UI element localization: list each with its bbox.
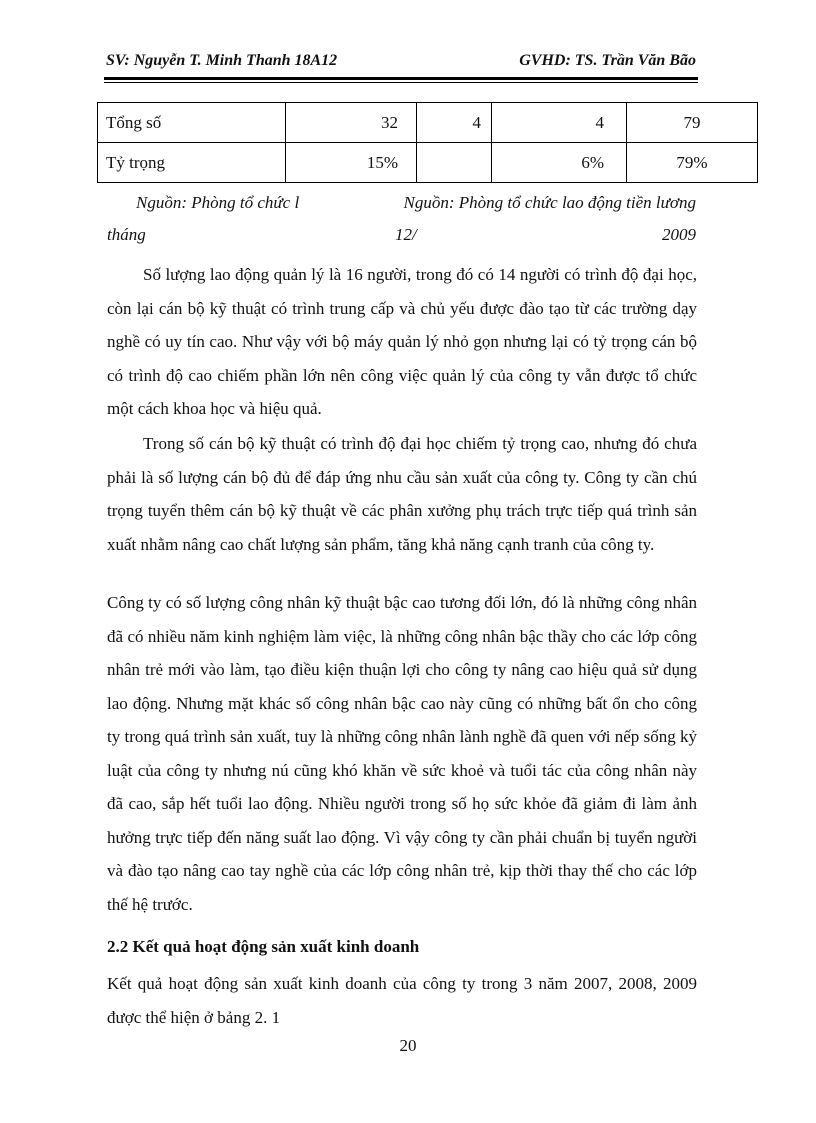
source-month: tháng: [107, 225, 146, 244]
labor-summary-table: [97, 102, 758, 183]
page-header: [104, 50, 696, 76]
table-cell: 79%: [627, 143, 758, 183]
table-cell: Tỷ trọng: [98, 143, 286, 183]
header-rule-thin: [104, 82, 698, 83]
source-note-right: Nguồn: Phòng tổ chức lao động tiền lương: [403, 193, 696, 212]
header-advisor: GVHD: TS. Trần Văn Bão: [519, 52, 696, 69]
table-row: [98, 103, 758, 143]
header-rule: [104, 77, 698, 80]
table-cell: 15%: [286, 143, 417, 183]
section-heading: 2.2 Kết quả hoạt động sản xuất kinh doanh: [107, 937, 420, 956]
source-note-left: Nguồn: Phòng tổ chức l: [136, 193, 300, 212]
source-date: 12/: [395, 225, 417, 244]
source-year: 2009: [662, 225, 696, 244]
page-number: 20: [399, 1036, 417, 1055]
table-cell: [417, 143, 492, 183]
paragraph-management: Số lượng lao động quản lý là 16 người, trong đó có 14 người có trình độ đại học, còn lại cán bộ kỹ thuật có trình trung cấp và chủ yếu được đào tạo từ các trường dạy nghề có uy tín cao. Như vậy với bộ máy quản lý nhỏ gọn nhưng lại có tỷ trọng cán bộ có trình độ cao chiếm phần lớn nên công việc quản lý của công ty vẫn được tổ chức một cách khoa học và hiệu quả.: [107, 265, 697, 418]
table-cell: 79: [627, 103, 758, 143]
paragraph-skilled-workers: Công ty có số lượng công nhân kỹ thuật bậc cao tương đối lớn, đó là những công nhân đã có nhiều năm kinh nghiệm làm việc, là những công nhân bậc thầy cho các lớp công nhân trẻ mới vào làm, tạo điều kiện thuận lợi cho công ty nâng cao hiệu quả sử dụng lao động. Nhưng mặt khác số công nhân bậc cao này cũng có những bất ổn cho công ty trong quá trình sản xuất, tuy là những công nhân lành nghề đã quen với nếp sống kỷ luật của công ty nhưng nú cũng khó khăn về sức khoẻ và tuổi tác của công nhân này đã cao, sắp hết tuổi lao động. Nhiều người trong số họ sức khỏe đã giảm đi làm ảnh hưởng trực tiếp đến năng suất lao động. Vì vậy công ty cần phải chuẩn bị tuyển người và đào tạo nâng cao tay nghề của các lớp công nhân trẻ, kịp thời thay thế cho các lớp thế hệ trước.: [107, 593, 697, 914]
paragraph-section-intro: Kết quả hoạt động sản xuất kinh doanh của công ty trong 3 năm 2007, 2008, 2009 được thể hiện ở bảng 2. 1: [107, 974, 697, 1027]
table-cell: Tổng số: [98, 103, 286, 143]
table-cell: 32: [286, 103, 417, 143]
table-cell: 4: [492, 103, 627, 143]
table-cell: 4: [417, 103, 492, 143]
header-student: SV: Nguyễn T. Minh Thanh 18A12: [106, 52, 338, 69]
table-row: [98, 143, 758, 183]
table-cell: 6%: [492, 143, 627, 183]
paragraph-technical-staff: Trong số cán bộ kỹ thuật có trình độ đại học chiếm tỷ trọng cao, nhưng đó chưa phải là số lượng cán bộ đủ để đáp ứng nhu cầu sản xuất của công ty. Công ty cần chú trọng tuyển thêm cán bộ kỹ thuật về các phân xưởng phụ trách trực tiếp quá trình sản xuất nhằm nâng cao chất lượng sản phẩm, tăng khả năng cạnh tranh của công ty.: [107, 434, 697, 554]
